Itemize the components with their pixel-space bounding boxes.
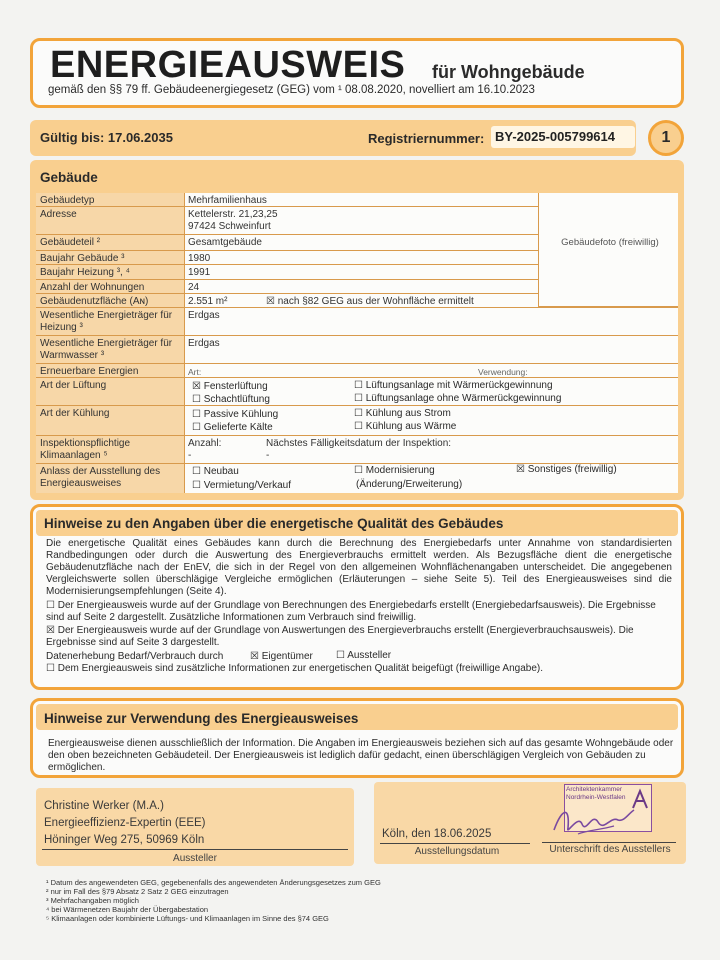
footnote-5: ⁵ Klimaanlagen oder kombinierte Lüftungs- und Klimaanlagen im Sinne des §74 GEG (46, 914, 329, 923)
date-underline (380, 843, 530, 844)
issuer-underline (42, 849, 348, 850)
registration-label: Registriernummer: (368, 131, 485, 146)
row-label-baujahr: Baujahr Gebäude ³ (36, 251, 184, 265)
row-label-adresse: Adresse (36, 207, 184, 235)
opt-passive-kuehlung: ☐ Passive Kühlung (192, 409, 279, 420)
grid-line (184, 193, 185, 493)
signature-label: Unterschrift des Ausstellers (549, 844, 671, 855)
row-label-wohnungen: Anzahl der Wohnungen (36, 280, 184, 294)
row-value-heizung: 1991 (184, 265, 538, 280)
valid-until: Gültig bis: 17.06.2035 (40, 130, 173, 145)
row-value-wohnungen: 24 (184, 280, 538, 294)
erneuerbar-art: Art: (184, 364, 474, 378)
row-label-lueftung: Art der Lüftung (36, 378, 184, 406)
row-value-adresse (184, 207, 538, 235)
footnote-1: ¹ Datum des angewendeten GEG, gegebenenfalls des angewendeten Änderungsgesetzes zum GEG (46, 878, 381, 887)
document-title-suffix: für Wohngebäude (432, 62, 585, 82)
registration-number: BY-2025-005799614 (491, 126, 635, 148)
opt-sonstiges: ☒ Sonstiges (freiwillig) (516, 464, 617, 475)
footnote-3: ³ Mehrfachangaben möglich (46, 896, 139, 905)
row-value-et-heizung: Erdgas (184, 308, 678, 336)
opt-gelieferte-kaelte: ☐ Gelieferte Kälte (192, 422, 273, 433)
row-value-baujahr: 1980 (184, 251, 538, 265)
opt-vermietung: ☐ Vermietung/Verkauf (192, 480, 292, 491)
adresse-line-1: Kettelerstr. 21,23,25 (188, 209, 278, 220)
opt-kuehlung-waerme: ☐ Kühlung aus Wärme (354, 421, 457, 432)
opt-zusatzinfo: ☐ Dem Energieausweis sind zusätzliche Informationen zur energetischen Qualität beigefügt (freiwillige Angabe). (46, 663, 544, 674)
photo-label: Gebäudefoto (freiwillig) (561, 237, 659, 248)
issuer-name: Christine Werker (M.A.) (44, 800, 164, 812)
issuer-role: Energieeffizienz-Expertin (EEE) (44, 817, 206, 829)
row-label-erneuerbar: Erneuerbare Energien (36, 364, 184, 378)
issue-date: Köln, den 18.06.2025 (382, 828, 492, 840)
row-label-et-ww: Wesentliche Energieträger für Warmwasser ³ (36, 336, 184, 364)
row-value-teil: Gesamtgebäude (184, 235, 538, 251)
opt-aussteller: ☐ Aussteller (336, 650, 392, 661)
signature-underline (542, 842, 676, 843)
issue-date-label: Ausstellungsdatum (414, 846, 500, 857)
opt-bedarfsausweis: ☐ Der Energieausweis wurde auf der Grundlage von Berechnungen des Energiebedarfs erstellt (Energiebedarfsausweis). Die Ergebnisse sind auf Seite 2 dargestellt. Zusätzliche Informationen zum Verbrauch sind freiwillig. (46, 600, 656, 623)
row-label-heizung: Baujahr Heizung ³, ⁴ (36, 265, 184, 280)
photo-area (538, 193, 678, 307)
notes-quality-body: Die energetische Qualität eines Gebäudes kann durch die Berechnung des Energiebedarfs unter Annahme von standardisierten Randbedingungen oder durch die Auswertung des Energieverbrauchs ermittelt werden. Als Bezugsfläche dient die energetische Gebäudenutzfläche nach der EnEV, die sich in der Regel von den allgemeinen Wohnflächenangaben unterscheidet. Die angegebenen Vergleichswerte sollen überschlägige Vergleiche ermöglichen (Erläuterungen – siehe Seite 5). Teil des Energieausweises sind die Modernisierungsempfehlungen (Seite 4). (46, 538, 672, 597)
notes-usage-body: Energieausweise dienen ausschließlich der Information. Die Angaben im Energieausweis beziehen sich auf das gesamte Wohngebäude oder den oben bezeichneten Gebäudeteil. Der Energieausweis ist lediglich dafür gedacht, einen überschlägigen Vergleich von Gebäuden zu ermöglichen. (48, 738, 674, 773)
row-label-anlass: Anlass der Ausstellung des Energieausweises (36, 464, 184, 493)
row-value-et-ww: Erdgas (184, 336, 678, 364)
opt-fensterlueftung: ☒ Fensterlüftung (192, 381, 268, 392)
row-label-typ: Gebäudetyp (36, 193, 184, 207)
building-section-title: Gebäude (40, 170, 98, 185)
faellig-value: - (266, 450, 270, 461)
row-value-flaeche: 2.551 m² (184, 294, 262, 308)
row-label-flaeche: Gebäudenutzfläche (Aɴ) (36, 294, 184, 308)
opt-lueftung-ohne-wrg: ☐ Lüftungsanlage ohne Wärmerückgewinnung (354, 393, 562, 404)
opt-aenderung: (Änderung/Erweiterung) (356, 479, 463, 490)
row-label-et-heizung: Wesentliche Energieträger für Heizung ³ (36, 308, 184, 336)
notes-usage-title: Hinweise zur Verwendung des Energieausweises (44, 711, 359, 726)
footnote-2: ² nur im Fall des §79 Absatz 2 Satz 2 GEG einzutragen (46, 887, 229, 896)
page-number-badge: 1 (648, 120, 684, 156)
row-label-teil: Gebäudeteil ² (36, 235, 184, 251)
adresse-line-2: 97424 Schweinfurt (188, 221, 271, 232)
anzahl-value: - (188, 450, 192, 461)
erneuerbar-verwendung: Verwendung: (474, 364, 678, 378)
signature-icon (548, 800, 638, 842)
issuer-label: Aussteller (173, 853, 217, 864)
datenerhebung-label: Datenerhebung Bedarf/Verbrauch durch (46, 651, 224, 662)
footnote-4: ⁴ bei Wärmenetzen Baujahr der Übergabestation (46, 905, 209, 914)
row-value-typ: Mehrfamilienhaus (184, 193, 538, 207)
anzahl-label: Anzahl: (188, 438, 222, 449)
opt-kuehlung-strom: ☐ Kühlung aus Strom (354, 408, 451, 419)
row-label-kuehlung: Art der Kühlung (36, 406, 184, 436)
document-subtitle: gemäß den §§ 79 ff. Gebäudeenergiegesetz (GEG) vom ¹ 08.08.2020, novelliert am 16.10.2023 (48, 84, 535, 96)
document-title: ENERGIEAUSWEIS (50, 44, 406, 86)
opt-verbrauchsausweis: ☒ Der Energieausweis wurde auf der Grundlage von Auswertungen des Energieverbrauchs erstellt (Energieverbrauchsausweis). Die Ergebnisse sind auf Seite 3 dargestellt. (46, 625, 634, 648)
opt-lueftung-mit-wrg: ☐ Lüftungsanlage mit Wärmerückgewinnung (354, 380, 553, 391)
stamp-text: Architektenkammer Nordrhein-Westfalen (566, 786, 626, 801)
notes-quality-title: Hinweise zu den Angaben über die energetische Qualität des Gebäudes (44, 516, 504, 531)
faellig-label: Nächstes Fälligkeitsdatum der Inspektion: (266, 438, 452, 449)
flaeche-note: ☒ nach §82 GEG aus der Wohnfläche ermittelt (262, 294, 678, 308)
row-label-inspektion: Inspektionspflichtige Klimaanlagen ⁵ (36, 436, 184, 464)
opt-neubau: ☐ Neubau (192, 466, 239, 477)
opt-schachtlueftung: ☐ Schachtlüftung (192, 394, 270, 405)
opt-modernisierung: ☐ Modernisierung (354, 465, 435, 476)
opt-eigentuemer: ☒ Eigentümer (250, 651, 313, 662)
row-value-anzahl (184, 436, 262, 464)
row-value-faellig (262, 436, 678, 464)
issuer-address: Höninger Weg 275, 50969 Köln (44, 834, 205, 846)
